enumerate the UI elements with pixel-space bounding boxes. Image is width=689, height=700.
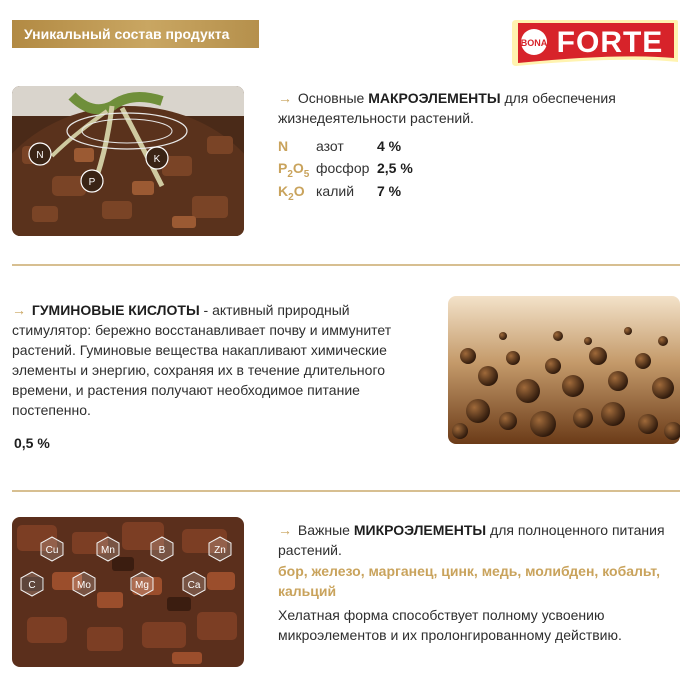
humic-line1-rest: - активный природный bbox=[199, 302, 350, 318]
humic-line: растений. Гуминовые вещества накапливают химические bbox=[12, 342, 387, 358]
macro-heading bbox=[278, 88, 678, 108]
arrow-icon: → bbox=[278, 522, 292, 538]
hex-label-ca: Ca bbox=[187, 580, 201, 591]
hex-label-mn: Mn bbox=[101, 545, 115, 556]
nutrient-name: азот bbox=[316, 138, 344, 154]
macro-line2: жизнедеятельности растений. bbox=[278, 110, 474, 126]
macro-bold: МАКРОЭЛЕМЕНТЫ bbox=[368, 90, 501, 106]
diagram-label-k: K bbox=[153, 154, 161, 165]
section-divider bbox=[12, 490, 680, 492]
micro-list: кальций bbox=[278, 583, 337, 599]
humic-bold: ГУМИНОВЫЕ КИСЛОТЫ bbox=[31, 302, 200, 318]
humic-granules-photo bbox=[448, 296, 680, 444]
micro-note: микроэлементов и их пролонгированному действию. bbox=[278, 627, 622, 643]
nutrient-symbol: N bbox=[278, 138, 289, 154]
logo-big-text: FORTE bbox=[556, 26, 664, 59]
humic-line: постепенно. bbox=[12, 402, 91, 418]
section-divider bbox=[12, 264, 680, 266]
hex-label-mo: Mo bbox=[77, 580, 91, 591]
diagram-label-n: N bbox=[36, 150, 44, 161]
macro-rest: для обеспечения bbox=[504, 90, 616, 106]
arrow-icon: → bbox=[278, 90, 292, 106]
nutrient-symbol: $P_2O_5$ bbox=[278, 160, 310, 180]
diagram-label-p: P bbox=[88, 177, 96, 188]
hex-label-cu: Cu bbox=[45, 545, 59, 556]
nutrient-symbol: $K_2O$ bbox=[278, 183, 305, 203]
nutrient-value: 2,5 % bbox=[377, 160, 413, 176]
nutrient-value: 4 % bbox=[377, 138, 402, 154]
arrow-icon: → bbox=[12, 302, 26, 318]
micro-rest: для полноценного питания bbox=[490, 522, 665, 538]
hex-label-mg: Mg bbox=[135, 580, 149, 591]
micro-lead: Важные bbox=[297, 522, 350, 538]
humic-value: 0,5 % bbox=[14, 435, 50, 451]
micro-bold: МИКРОЭЛЕМЕНТЫ bbox=[353, 522, 487, 538]
micro-note: Хелатная форма способствует полному усвоению bbox=[278, 607, 605, 623]
logo-small-text: BONA bbox=[520, 38, 548, 48]
micro-list: бор, железо, марганец, цинк, медь, молибден, кобальт, bbox=[278, 563, 660, 579]
nutrient-value: 7 % bbox=[377, 183, 402, 199]
hex-label-b: B bbox=[158, 545, 166, 556]
bark-elements-photo bbox=[12, 517, 244, 667]
hex-label-zn: Zn bbox=[214, 545, 226, 556]
orchid-roots-photo bbox=[12, 86, 244, 236]
hex-label-c: C bbox=[28, 580, 36, 591]
micro-heading bbox=[278, 520, 678, 540]
macro-lead: Основные bbox=[297, 90, 365, 106]
section-title: Уникальный состав продукта bbox=[12, 20, 259, 48]
bona-forte-logo bbox=[510, 18, 680, 68]
humic-line: стимулятор: бережно восстанавливает почву и иммунитет bbox=[12, 322, 392, 338]
humic-heading bbox=[12, 300, 432, 320]
nutrient-name: калий bbox=[316, 183, 355, 199]
micro-line2: растений. bbox=[278, 542, 342, 558]
nutrient-name: фосфор bbox=[316, 160, 370, 176]
humic-line: времени, и растения получают необходимое питание bbox=[12, 382, 360, 398]
humic-line: элементы и энергию, сохраняя их в течение длительного bbox=[12, 362, 386, 378]
